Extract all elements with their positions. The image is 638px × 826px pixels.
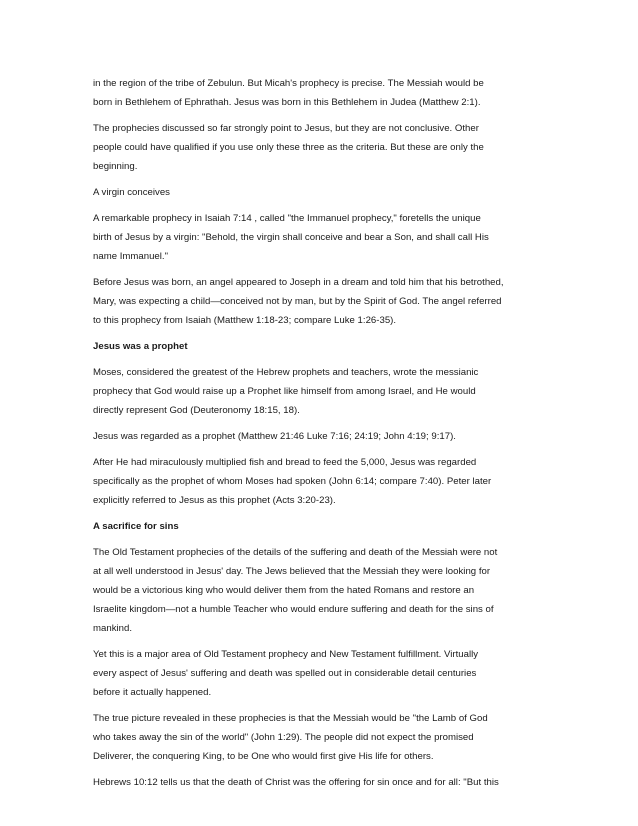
body-paragraph — [93, 209, 543, 266]
section-heading — [93, 337, 543, 356]
text-line: Moses, considered the greatest of the Hebrew prophets and teachers, wrote the messianic — [93, 367, 479, 378]
body-paragraph — [93, 543, 543, 638]
body-paragraph — [93, 773, 543, 792]
text-line: Israelite kingdom—not a humble Teacher who would endure suffering and death for the sins of — [93, 604, 494, 615]
text-line: in the region of the tribe of Zebulun. But Micah's prophecy is precise. The Messiah would be — [93, 78, 484, 89]
text-line: directly represent God (Deuteronomy 18:15, 18). — [93, 405, 300, 416]
text-line: Jesus was regarded as a prophet (Matthew 21:46 Luke 7:16; 24:19; John 4:19; 9:17). — [93, 431, 456, 442]
body-paragraph — [93, 363, 543, 420]
section-heading — [93, 517, 543, 536]
document-body — [93, 74, 543, 799]
text-line: Before Jesus was born, an angel appeared to Joseph in a dream and told him that his betrothed, — [93, 277, 504, 288]
text-line: mankind. — [93, 623, 133, 634]
body-paragraph — [93, 119, 543, 176]
text-line: The Old Testament prophecies of the details of the suffering and death of the Messiah were not — [93, 547, 498, 558]
text-line: A sacrifice for sins — [93, 521, 179, 532]
text-line: Hebrews 10:12 tells us that the death of Christ was the offering for sin once and for all: "But this — [93, 777, 499, 788]
text-line: A remarkable prophecy in Isaiah 7:14 , called "the Immanuel prophecy," foretells the unique — [93, 213, 481, 224]
text-line: Deliverer, the conquering King, to be One who would first give His life for others. — [93, 751, 434, 762]
body-paragraph — [93, 273, 543, 330]
body-paragraph — [93, 453, 543, 510]
text-line: birth of Jesus by a virgin: "Behold, the virgin shall conceive and bear a Son, and shall call His — [93, 232, 489, 243]
body-paragraph — [93, 709, 543, 766]
body-paragraph — [93, 645, 543, 702]
text-line: The prophecies discussed so far strongly point to Jesus, but they are not conclusive. Other — [93, 123, 479, 134]
text-line: Jesus was a prophet — [93, 341, 188, 352]
text-line: explicitly referred to Jesus as this prophet (Acts 3:20-23). — [93, 495, 336, 506]
text-line: name Immanuel." — [93, 251, 169, 262]
text-line: people could have qualified if you use only these three as the criteria. But these are only the — [93, 142, 484, 153]
text-line: would be a victorious king who would deliver them from the hated Romans and restore an — [93, 585, 475, 596]
text-line: to this prophecy from Isaiah (Matthew 1:18-23; compare Luke 1:26-35). — [93, 315, 397, 326]
text-line: After He had miraculously multiplied fish and bread to feed the 5,000, Jesus was regarded — [93, 457, 477, 468]
body-paragraph — [93, 183, 543, 202]
text-line: A virgin conceives — [93, 187, 170, 198]
text-line: beginning. — [93, 161, 138, 172]
text-line: specifically as the prophet of whom Moses had spoken (John 6:14; compare 7:40). Peter later — [93, 476, 492, 487]
text-line: Yet this is a major area of Old Testament prophecy and New Testament fulfillment. Virtually — [93, 649, 479, 660]
body-paragraph — [93, 74, 543, 112]
text-line: The true picture revealed in these prophecies is that the Messiah would be "the Lamb of God — [93, 713, 488, 724]
body-paragraph — [93, 427, 543, 446]
text-line: every aspect of Jesus' suffering and death was spelled out in considerable detail centuries — [93, 668, 477, 679]
text-line: who takes away the sin of the world" (John 1:29). The people did not expect the promised — [93, 732, 474, 743]
text-line: born in Bethlehem of Ephrathah. Jesus was born in this Bethlehem in Judea (Matthew 2:1). — [93, 97, 481, 108]
text-line: prophecy that God would raise up a Prophet like himself from among Israel, and He would — [93, 386, 476, 397]
text-line: Mary, was expecting a child—conceived not by man, but by the Spirit of God. The angel referred — [93, 296, 502, 307]
text-line: at all well understood in Jesus' day. The Jews believed that the Messiah they were looking for — [93, 566, 491, 577]
text-line: before it actually happened. — [93, 687, 212, 698]
